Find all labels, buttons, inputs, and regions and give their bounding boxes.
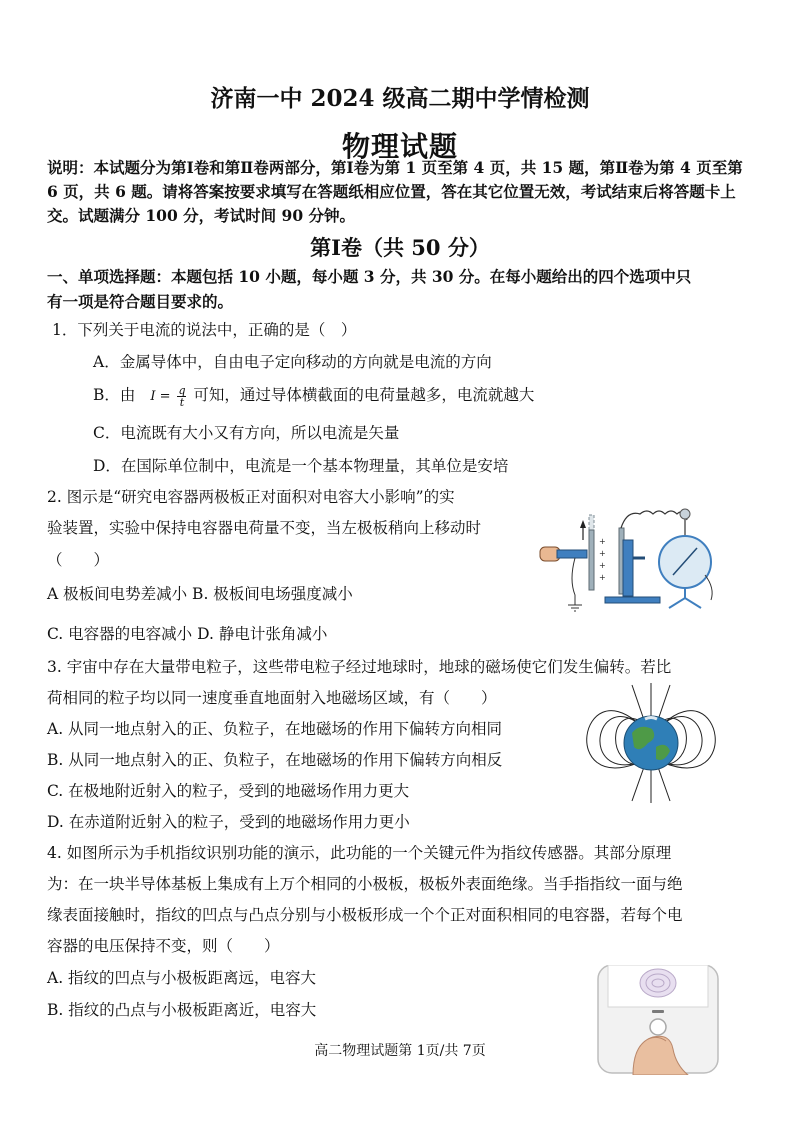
q1-option-b bbox=[93, 383, 534, 408]
q4-stem-line3: 缘表面接触时，指纹的凹点与凸点分别与小极板形成一个个正对面积相同的电容器，若每个电 bbox=[47, 906, 683, 924]
q1-option-b-text: 可知，通过导体横截面的电荷量越多，电流就越大 bbox=[193, 386, 535, 404]
page-footer: 高二物理试题第 1页/共 7页 bbox=[314, 1043, 486, 1059]
q4-stem-line1: 4. 如图所示为手机指纹识别功能的演示，此功能的一个关键元件为指纹传感器。其部分原理 bbox=[47, 844, 672, 862]
q1-option-b-prefix: B．由 bbox=[93, 386, 136, 404]
section-title: 第Ⅰ卷（共 50 分） bbox=[310, 235, 490, 260]
q1-option-d: D．在国际单位制中，电流是一个基本物理量，其单位是安培 bbox=[93, 457, 509, 475]
svg-text:+: + bbox=[599, 561, 606, 570]
q3-option-c: C. 在极地附近射入的粒子，受到的地磁场作用力更大 bbox=[47, 782, 410, 800]
q2-options-cd: C. 电容器的电容减小 D. 静电计张角减小 bbox=[47, 625, 328, 643]
svg-text:+: + bbox=[599, 549, 606, 558]
q1-stem: 1．下列关于电流的说法中，正确的是（ ） bbox=[52, 321, 357, 339]
q4-option-b: B. 指纹的凸点与小极板距离近，电容大 bbox=[47, 1001, 317, 1019]
q1-option-a: A．金属导体中，自由电子定向移动的方向就是电流的方向 bbox=[93, 353, 492, 371]
exam-title: 济南一中 2024 级高二期中学情检测 bbox=[210, 85, 590, 112]
q3-option-d: D. 在赤道附近射入的粒子，受到的地磁场作用力更小 bbox=[47, 813, 410, 831]
svg-text:+: + bbox=[599, 573, 606, 582]
exam-instructions: 说明：本试题分为第Ⅰ卷和第Ⅱ卷两部分，第Ⅰ卷为第 1 页至第 4 页，共 15 题，第Ⅱ卷为第 4 页至第 6 页，共 6 题。请将答案按要求填写在答题纸相应位置，答在其它位置无效，考试结束后将答题卡上交。试题满分 100 分，考试时间 90 分钟。 bbox=[47, 158, 743, 225]
q2-stem-line2: 验装置，实验中保持电容器电荷量不变，当左极板稍向上移动时 bbox=[47, 519, 482, 537]
capacitor-apparatus-figure bbox=[535, 500, 740, 615]
subject-title: 物理试题 bbox=[341, 130, 458, 163]
q4-option-a: A. 指纹的凹点与小极板距离远，电容大 bbox=[47, 969, 317, 987]
q4-stem-line2: 为：在一块半导体基板上集成有上万个相同的小极板，极板外表面绝缘。当手指指纹一面与绝 bbox=[47, 875, 683, 893]
svg-text:+: + bbox=[599, 537, 606, 546]
q3-option-b: B. 从同一地点射入的正、负粒子，在地磁场的作用下偏转方向相反 bbox=[47, 751, 503, 769]
fraction-denominator: t bbox=[179, 395, 185, 409]
q2-stem-line1: 2. 图示是“研究电容器两极板正对面积对电容大小影响”的实 bbox=[47, 488, 455, 506]
fraction bbox=[177, 385, 186, 408]
fraction-numerator: q bbox=[178, 383, 186, 397]
q2-options-ab: A 极板间电势差减小 B. 极板间电场强度减小 bbox=[47, 585, 353, 603]
q4-stem-line4: 容器的电压保持不变，则（ ） bbox=[47, 937, 280, 955]
section-instruction-line1: 一、单项选择题：本题包括 10 小题，每小题 3 分，共 30 分。在每小题给出的四个选项中只 bbox=[47, 267, 692, 286]
q3-stem-line2: 荷相同的粒子均以同一速度垂直地面射入地磁场区域，有（ ） bbox=[47, 689, 497, 707]
section-instruction-line2: 有一项是符合题目要求的。 bbox=[47, 292, 234, 311]
q3-option-a: A. 从同一地点射入的正、负粒子，在地磁场的作用下偏转方向相同 bbox=[47, 720, 503, 738]
q3-stem-line1: 3. 宇宙中存在大量带电粒子，这些带电粒子经过地球时，地球的磁场使它们发生偏转。若比 bbox=[47, 658, 672, 676]
formula-lhs: I = bbox=[150, 389, 171, 404]
earth-magnetic-field-figure bbox=[560, 683, 745, 803]
q2-stem-line3: （ ） bbox=[47, 551, 110, 569]
q1-option-c: C．电流既有大小又有方向，所以电流是矢量 bbox=[93, 424, 400, 442]
